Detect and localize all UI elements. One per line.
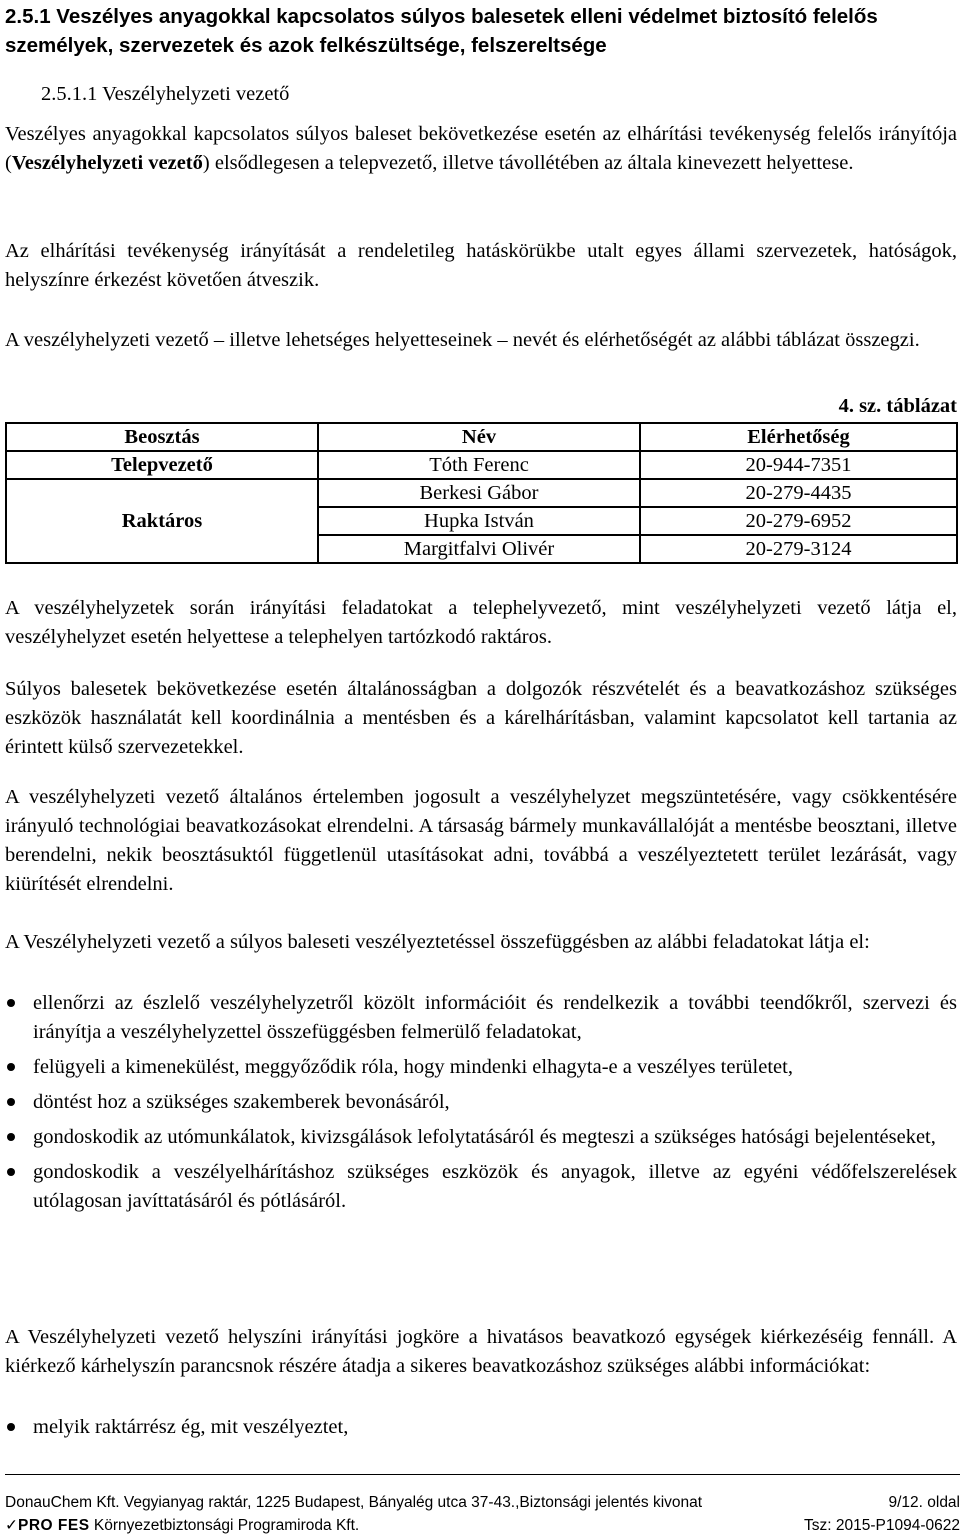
body-paragraph-4: A veszélyhelyzetek során irányítási feladatokat a telephelyvezető, mint veszélyhelyzeti vezető látja el, veszélyhelyzet esetén helyettese a telephelyen tartózkodó raktáros. [5, 597, 957, 648]
table-row [6, 451, 957, 479]
table-header-row [6, 423, 957, 451]
bullet-icon [7, 1098, 15, 1106]
bullet-icon [7, 1063, 15, 1071]
task-list [5, 989, 957, 1216]
cell-phone: 20-279-6952 [640, 507, 957, 535]
list-item: gondoskodik az utómunkálatok, kivizsgálások lefolytatásáról és megteszi a szükséges hatósági bejelentéseket, [5, 1123, 957, 1152]
body-paragraph-5: Súlyos balesetek bekövetkezése esetén általánosságban a dolgozók részvételét és a beavatkozáshoz szükséges eszközök használatát kell koordinálnia a mentésben és a kárelhárításban, valamint kapcsolatot kell tartania az érintett külső szervezetekkel. [5, 678, 957, 758]
list-item: melyik raktárrész ég, mit veszélyeztet, [5, 1413, 957, 1442]
list-item: döntést hoz a szükséges szakemberek bevonásáról, [5, 1088, 957, 1117]
bullet-icon [7, 1133, 15, 1141]
footer-company: ✓PRO FES Környezetbiztonsági Programiroda Kft. [5, 1514, 359, 1537]
bullet-icon [7, 1168, 15, 1176]
footer-document-info: DonauChem Kft. Vegyianyag raktár, 1225 Budapest, Bányalég utca 37-43.,Biztonsági jelentés kivonat [5, 1494, 703, 1511]
header-role: Beosztás [6, 423, 318, 451]
info-list [5, 1413, 957, 1442]
list-item: ellenőrzi az észlelő veszélyhelyzetről közölt információit és rendelkezik a további teendőkről, szervezi és irányítja a veszélyhelyzettel összefüggésben felmerülő feladatokat, [5, 989, 957, 1047]
cell-phone: 20-279-4435 [640, 479, 957, 507]
body-paragraph-6: A veszélyhelyzeti vezető általános értelemben jogosult a veszélyhelyzet megszüntetésére, vagy csökkentésére irányuló technológiai beavatkozásokat elrendelni. A társaság bármely munkavállalóját a mentésbe beosztani, illetve berendelni, nekik beosztásuktól függetlenül utasításokat adni, továbbá a veszélyeztetett terület lezárását, vagy kiürítését elrendelni. [5, 786, 957, 895]
footer-line-1 [5, 1491, 960, 1514]
subsection-heading: 2.5.1.1 Veszélyhelyzeti vezető [41, 83, 290, 105]
cell-name: Tóth Ferenc [318, 451, 640, 479]
cell-phone: 20-279-3124 [640, 535, 957, 563]
page-footer [5, 1474, 960, 1537]
body-paragraph-8: A Veszélyhelyzeti vezető helyszíni irányítási jogköre a hivatásos beavatkozó egységek kiérkezéséig fennáll. A kiérkező kárhelyszín parancsnok részére átadja a sikeres beavatkozáshoz szükséges alábbi információkat: [5, 1326, 957, 1377]
contact-table [5, 422, 958, 564]
bullet-icon [7, 1423, 15, 1431]
header-name: Név [318, 423, 640, 451]
cell-name: Berkesi Gábor [318, 479, 640, 507]
bullet-icon [7, 999, 15, 1007]
table-caption: 4. sz. táblázat [838, 395, 957, 417]
list-item: felügyeli a kimenekülést, meggyőződik róla, hogy mindenki elhagyta-e a veszélyes területet, [5, 1053, 957, 1082]
footer-reference-number: Tsz: 2015-P1094-0622 [804, 1517, 960, 1534]
table-row [6, 479, 957, 507]
footer-page-number: 9/12. oldal [888, 1494, 960, 1511]
cell-name: Margitfalvi Olivér [318, 535, 640, 563]
section-heading: 2.5.1 Veszélyes anyagokkal kapcsolatos súlyos balesetek elleni védelmet biztosító felelős személyek, szervezetek és azok felkészültsége, felszereltsége [5, 5, 878, 57]
intro-paragraph-3: A veszélyhelyzeti vezető – illetve lehetséges helyetteseinek – nevét és elérhetőségét az alábbi táblázat összegzi. [5, 329, 920, 351]
cell-role: Telepvezető [6, 451, 318, 479]
cell-phone: 20-944-7351 [640, 451, 957, 479]
cell-role: Raktáros [6, 479, 318, 563]
list-item: gondoskodik a veszélyelhárításhoz szükséges eszközök és anyagok, illetve az egyéni védőfelszerelések utólagosan javíttatásáról és pótlásáról. [5, 1158, 957, 1216]
brand-logo-text: PRO FES [18, 1517, 90, 1534]
checkmark-icon: ✓ [5, 1517, 18, 1534]
footer-line-2 [5, 1514, 960, 1537]
cell-name: Hupka István [318, 507, 640, 535]
intro-paragraph-2: Az elhárítási tevékenység irányítását a rendeletileg hatáskörükbe utalt egyes állami szervezetek, hatóságok, helyszínre érkezést követően átveszik. [5, 240, 957, 291]
body-paragraph-7: A Veszélyhelyzeti vezető a súlyos baleseti veszélyeztetéssel összefüggésben az alábbi feladatokat látja el: [5, 931, 870, 953]
header-contact: Elérhetőség [640, 423, 957, 451]
intro-paragraph-1: Veszélyes anyagokkal kapcsolatos súlyos baleset bekövetkezése esetén az elhárítási tevékenység felelős irányítója (Veszélyhelyzeti vezető) elsődlegesen a telepvezető, illetve távollétében az általa kinevezett helyettese. [5, 123, 957, 174]
